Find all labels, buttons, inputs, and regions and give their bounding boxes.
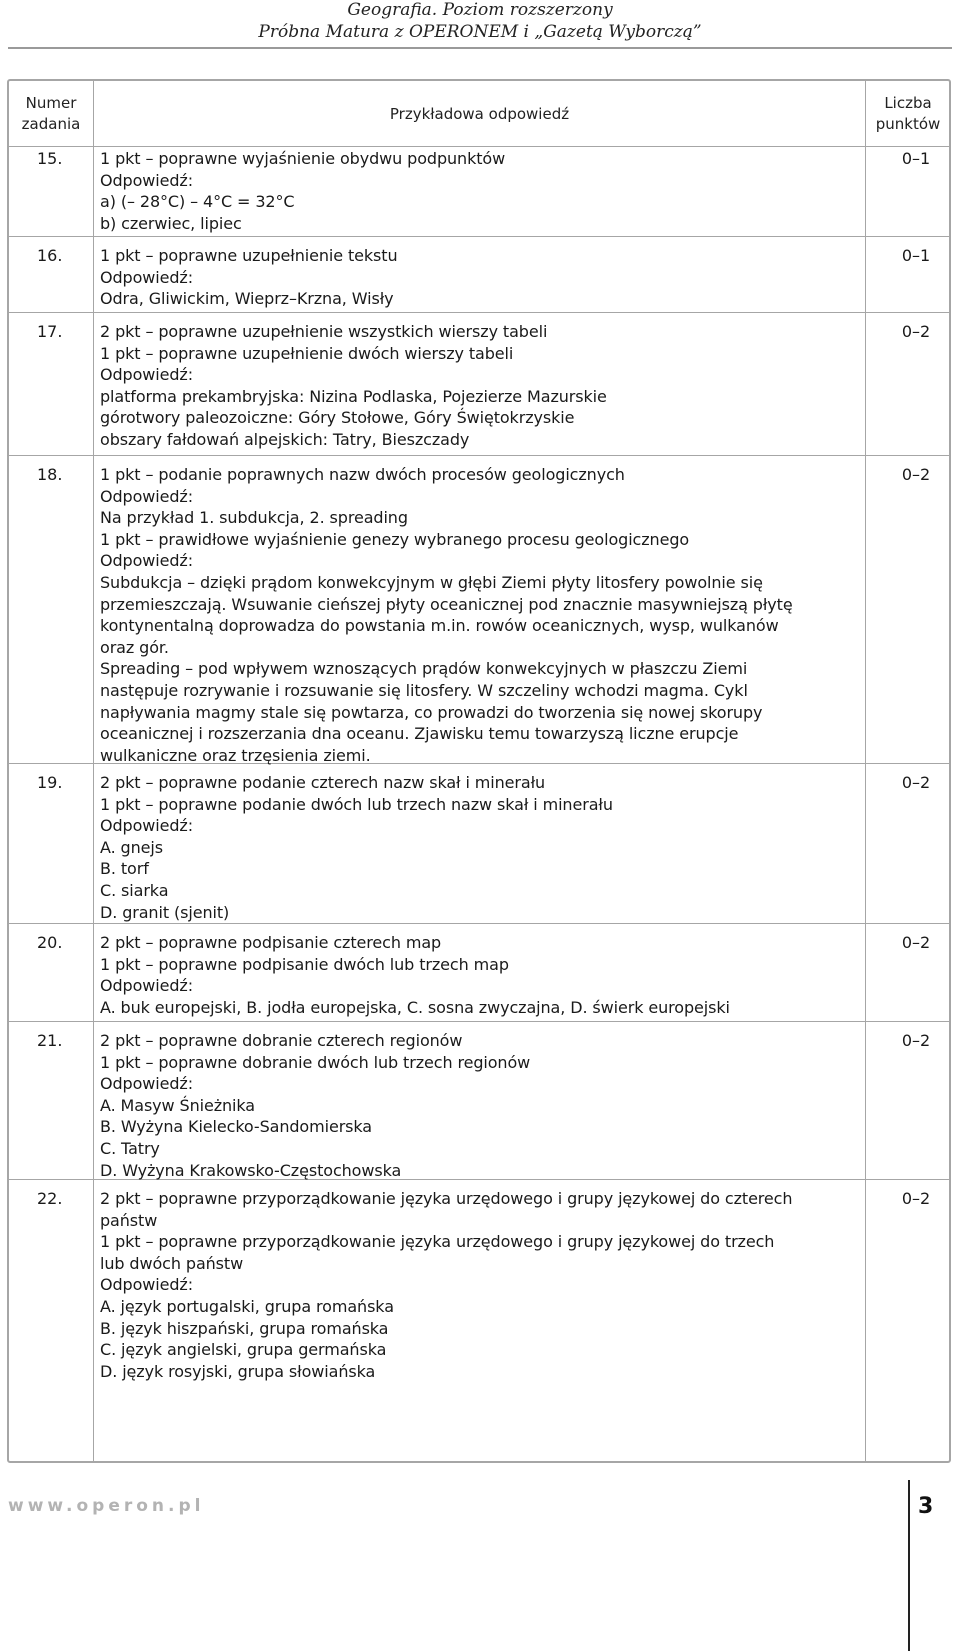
- task-number: 19.: [37, 773, 63, 792]
- header-subject: Geografia. Poziom rozszerzony: [347, 0, 613, 20]
- table-row-divider: [9, 455, 949, 456]
- answer-line: oraz gór.: [100, 637, 169, 657]
- answer-line: A. buk europejski, B. jodła europejska, C. sosna zwyczajna, D. świerk europejski: [100, 997, 730, 1017]
- answer-line: 1 pkt – poprawne uzupełnienie dwóch wierszy tabeli: [100, 343, 514, 363]
- answer-line: 1 pkt – poprawne podpisanie dwóch lub trzech map: [100, 954, 509, 974]
- points-range: 0–2: [901, 1189, 931, 1208]
- answer-line: następuje rozrywanie i rozsuwanie się litosfery. W szczeliny wchodzi magma. Cykl: [100, 680, 748, 700]
- table-row-divider: [9, 1021, 949, 1022]
- footer-divider: [908, 1480, 910, 1651]
- answer-line: b) czerwiec, lipiec: [100, 213, 242, 233]
- answer-line: Odpowiedź:: [100, 976, 194, 996]
- sample-answer: [100, 1188, 860, 1382]
- answer-line: 1 pkt – poprawne podanie dwóch lub trzech nazw skał i minerału: [100, 794, 613, 814]
- points-range: 0–2: [901, 933, 931, 952]
- answer-line: wulkaniczne oraz trzęsienia ziemi.: [100, 745, 371, 765]
- answer-line: A. Masyw Śnieżnika: [100, 1095, 255, 1115]
- answer-line: 1 pkt – prawidłowe wyjaśnienie genezy wybranego procesu geologicznego: [100, 529, 690, 549]
- answer-line: 2 pkt – poprawne uzupełnienie wszystkich wierszy tabeli: [100, 322, 548, 341]
- points-range: 0–2: [901, 465, 931, 484]
- answer-line: platforma prekambryjska: Nizina Podlaska, Pojezierze Mazurskie: [100, 386, 607, 406]
- table-header-divider: [9, 146, 949, 147]
- task-number: 17.: [37, 322, 63, 341]
- answer-line: Odpowiedź:: [100, 365, 194, 385]
- header-divider: [8, 47, 952, 49]
- sample-answer: [100, 464, 860, 766]
- column-header-number-line: Numer: [25, 94, 77, 112]
- answer-line: napływania magmy stale się powtarza, co prowadzi do tworzenia się nowej skorupy: [100, 702, 763, 722]
- publisher-url: www.operon.pl: [8, 1496, 205, 1516]
- answer-line: lub dwóch państw: [100, 1253, 244, 1273]
- task-number: 22.: [37, 1189, 63, 1208]
- column-header-number: [9, 93, 93, 135]
- answer-line: Odpowiedź:: [100, 267, 194, 287]
- table-column-divider: [865, 81, 866, 1461]
- answer-line: obszary fałdowań alpejskich: Tatry, Bieszczady: [100, 429, 470, 449]
- column-header-points-line: Liczba: [884, 94, 932, 112]
- task-number: 18.: [37, 465, 63, 484]
- answer-line: Odpowiedź:: [100, 486, 194, 506]
- points-range: 0–1: [901, 149, 931, 168]
- points-range: 0–2: [901, 1031, 931, 1050]
- answer-line: Odpowiedź:: [100, 551, 194, 571]
- answer-line: C. siarka: [100, 880, 169, 900]
- task-number: 20.: [37, 933, 63, 952]
- points-range: 0–2: [901, 773, 931, 792]
- answer-line: D. język rosyjski, grupa słowiańska: [100, 1361, 376, 1381]
- answer-line: C. język angielski, grupa germańska: [100, 1340, 387, 1360]
- column-header-answer: Przykładowa odpowiedź: [389, 105, 570, 123]
- answer-line: oceanicznej i rozszerzania dna oceanu. Zjawisku temu towarzyszą liczne erupcje: [100, 724, 739, 744]
- answer-line: A. język portugalski, grupa romańska: [100, 1296, 394, 1316]
- answer-line: 1 pkt – poprawne wyjaśnienie obydwu podpunktów: [100, 149, 506, 168]
- column-header-number-line: zadania: [21, 115, 81, 133]
- sample-answer: [100, 321, 860, 451]
- answer-line: B. Wyżyna Kielecko-Sandomierska: [100, 1117, 373, 1137]
- answer-line: 2 pkt – poprawne podpisanie czterech map: [100, 933, 442, 952]
- answer-line: górotwory paleozoiczne: Góry Stołowe, Góry Świętokrzyskie: [100, 408, 575, 428]
- answer-line: B. język hiszpański, grupa romańska: [100, 1318, 389, 1338]
- answer-line: B. torf: [100, 859, 149, 879]
- answer-line: A. gnejs: [100, 837, 163, 857]
- answer-line: 1 pkt – poprawne dobranie dwóch lub trzech regionów: [100, 1052, 531, 1072]
- answer-line: C. Tatry: [100, 1138, 160, 1158]
- points-range: 0–2: [901, 322, 931, 341]
- table-row-divider: [9, 312, 949, 313]
- sample-answer: [100, 245, 860, 310]
- answer-line: 2 pkt – poprawne podanie czterech nazw skał i minerału: [100, 773, 546, 792]
- sample-answer: [100, 148, 860, 234]
- answer-line: Odpowiedź:: [100, 170, 194, 190]
- answer-line: kontynentalną doprowadza do powstania m.in. rowów oceanicznych, wysp, wulkanów: [100, 616, 779, 636]
- answer-line: Subdukcja – dzięki prądom konwekcyjnym w głębi Ziemi płyty litosfery powolnie się: [100, 572, 763, 592]
- task-number: 21.: [37, 1031, 63, 1050]
- answer-line: Odra, Gliwickim, Wieprz–Krzna, Wisły: [100, 289, 394, 309]
- answer-line: Odpowiedź:: [100, 816, 194, 836]
- answer-line: państw: [100, 1210, 158, 1230]
- answer-line: 1 pkt – podanie poprawnych nazw dwóch procesów geologicznych: [100, 465, 625, 484]
- column-header-points-line: punktów: [875, 115, 941, 133]
- answer-line: Spreading – pod wpływem wznoszących prądów konwekcyjnych w płaszczu Ziemi: [100, 659, 748, 679]
- answer-line: 1 pkt – poprawne przyporządkowanie języka urzędowego i grupy językowej do trzech: [100, 1232, 775, 1252]
- sample-answer: [100, 932, 860, 1018]
- task-number: 15.: [37, 149, 63, 168]
- answer-line: 2 pkt – poprawne przyporządkowanie języka urzędowego i grupy językowej do czterech: [100, 1189, 793, 1208]
- answer-line: Odpowiedź:: [100, 1074, 194, 1094]
- answer-line: D. granit (sjenit): [100, 902, 230, 922]
- sample-answer: [100, 772, 860, 923]
- answer-line: przemieszczają. Wsuwanie cieńszej płyty oceanicznej pod znacznie masywniejszą płytę: [100, 594, 793, 614]
- answer-line: Na przykład 1. subdukcja, 2. spreading: [100, 508, 408, 528]
- answer-line: Odpowiedź:: [100, 1275, 194, 1295]
- header-exam-title: Próbna Matura z OPERONEM i „Gazetą Wyborczą”: [258, 22, 702, 42]
- answer-line: D. Wyżyna Krakowsko-Częstochowska: [100, 1160, 402, 1180]
- answer-line: 1 pkt – poprawne uzupełnienie tekstu: [100, 246, 398, 265]
- answer-line: 2 pkt – poprawne dobranie czterech regionów: [100, 1031, 463, 1050]
- answer-line: a) (– 28°C) – 4°C = 32°C: [100, 192, 295, 212]
- table-column-divider: [93, 81, 94, 1461]
- column-header-points: [866, 93, 950, 135]
- points-range: 0–1: [901, 246, 931, 265]
- sample-answer: [100, 1030, 860, 1181]
- table-row-divider: [9, 236, 949, 237]
- task-number: 16.: [37, 246, 63, 265]
- page-number: 3: [918, 1494, 934, 1519]
